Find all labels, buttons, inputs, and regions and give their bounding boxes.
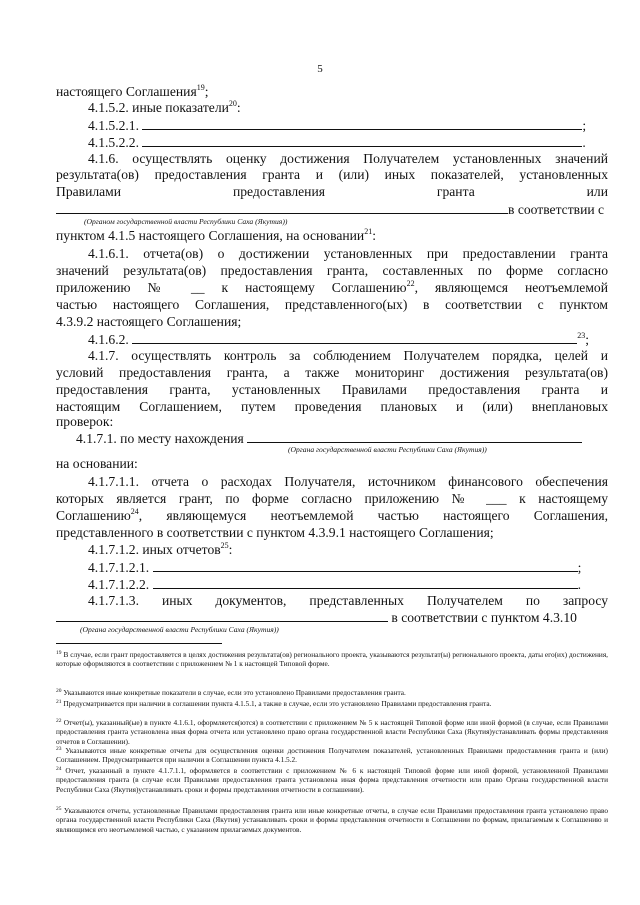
footnote-21: $^{21}$ Предусматривается при наличии в соглашении пункта 4.1.5.1, а также в случае, если это установлено Правилами предоставления гранта. bbox=[56, 699, 492, 708]
text-line-2: 4.1.5.2. иные показатели$^{20}$: bbox=[88, 99, 241, 115]
blank-line bbox=[56, 201, 508, 214]
text-line-19: настоящим Соглашением, путем проведения плановых и (или) внеплановых bbox=[56, 399, 608, 414]
text-line-14: 4.3.9.2 настоящего Соглашения; bbox=[56, 314, 242, 329]
text-line-7: Правилами предоставления гранта или bbox=[56, 184, 608, 199]
blank-line bbox=[153, 559, 578, 572]
footnote-ref-22: 22 bbox=[406, 279, 415, 288]
caption-authority: (Органом государственной власти Республики Саха (Якутия)) bbox=[84, 217, 288, 226]
blank-line bbox=[132, 331, 577, 344]
footnote-23: $^{23}$ Указываются иные конкретные отчеты для осуществления оценки достижения Получателем показателей, установленных Правилами предоставления гранта и (или) Соглашением. Предусматривается при наличии в Соглашении пункта 4.1.5.2. bbox=[56, 746, 608, 765]
text-line-1: настоящего Соглашения$^{19}$; bbox=[56, 83, 209, 99]
caption-authority: (Органа государственной власти Республики Саха (Якутия)) bbox=[80, 625, 279, 634]
footnote-ref-25: 25 bbox=[220, 541, 229, 550]
text-line-24: которых является грант, по форме согласно приложению № ___ к настоящему bbox=[56, 491, 608, 506]
text-line-31: в соответствии с пунктом 4.3.10 bbox=[56, 609, 608, 626]
footnote-24: $^{24}$ Отчет, указанный в пункте 4.1.7.1.1, оформляется в соответствии с приложением № 6 к настоящей Типовой форме или иной формой, установленной Правилами предоставления гранта (в случае если Правилами предоставления гранта установлена иная форма представления отчетности или право Органа государственной власти Республики Саха (Якутия)устанавливать сроки и формы представления отчетности в соглашении). bbox=[56, 766, 608, 794]
text-line-8: в соответствии с bbox=[56, 201, 608, 218]
text-line-12: приложению № __ к настоящему Соглашению$^{22}$, являющемся неотъемлемой bbox=[56, 279, 608, 295]
text-line-5: 4.1.6. осуществлять оценку достижения Получателем установленных значений bbox=[88, 151, 608, 166]
footnote-ref-19: 19 bbox=[196, 83, 205, 92]
blank-line bbox=[247, 430, 582, 443]
footnote-25: $^{25}$ Указываются отчеты, установленные Правилами предоставления гранта или иные конкретные отчеты, в случае если Правилами предоставления гранта установлено право органа государственной власти Республики Саха (Якутия) устанавливать сроки и формы представления отчетности в Соглашении по формам, прилагаемым к Соглашению и являющимся его неотъемлемой частью, с указанием прилагаемых документов. bbox=[56, 806, 608, 834]
text-line-26: представленного в соответствии с пунктом 4.3.9.1 настоящего Соглашения; bbox=[56, 525, 494, 540]
text-line-28: 4.1.7.1.2.1. ; bbox=[88, 560, 582, 575]
text-line-23: 4.1.7.1.1. отчета о расходах Получателя, источником финансового обеспечения bbox=[88, 474, 608, 489]
blank-line bbox=[142, 117, 582, 130]
blank-line bbox=[153, 576, 578, 589]
footnote-ref-23: 23 bbox=[577, 331, 586, 340]
text-line-21: 4.1.7.1. по месту нахождения bbox=[76, 430, 628, 447]
text-line-16: 4.1.7. осуществлять контроль за соблюдением Получателем порядка, целей и bbox=[88, 348, 608, 363]
footnote-ref-24: 24 bbox=[130, 507, 139, 516]
text-line-27: 4.1.7.1.2. иных отчетов$^{25}$: bbox=[88, 541, 233, 557]
text-line-10: 4.1.6.1. отчета(ов) о достижении установленных при предоставлении гранта bbox=[88, 246, 608, 261]
blank-line bbox=[142, 134, 582, 147]
text-line-29: 4.1.7.1.2.2. . bbox=[88, 577, 581, 592]
text-line-13: частью настоящего Соглашения, представленного(ых) в соответствии с пунктом bbox=[56, 297, 608, 312]
text-line-15: 4.1.6.2. $^{23}$; bbox=[88, 331, 589, 347]
caption-authority: (Органа государственной власти Республики Саха (Якутия)) bbox=[288, 445, 487, 454]
footnote-ref-21: 21 bbox=[364, 227, 373, 236]
page-number: 5 bbox=[317, 63, 323, 75]
footnote-20: $^{20}$ Указываются иные конкретные показатели в случае, если это установлено Правилами предоставления гранта. bbox=[56, 688, 406, 697]
text-line-3: 4.1.5.2.1. ; bbox=[88, 118, 587, 133]
text-line-6: результата(ов) предоставления гранта и (или) иных показателей, установленных bbox=[56, 167, 608, 182]
text-line-18: предоставления гранта, установленных Правилами предоставления гранта и bbox=[56, 382, 608, 397]
text-line-9: пунктом 4.1.5 настоящего Соглашения, на основании$^{21}$: bbox=[56, 227, 376, 243]
text-line-17: условий предоставления гранта, а также мониторинг достижения результата(ов) bbox=[56, 365, 608, 380]
footnote-19: $^{19}$ В случае, если грант предоставляется в целях достижения результата(ов) регионального проекта, указываются результат(ы) регионального проекта, даты его(их) достижения, которые оформляются в соответствии с приложением № 1 к настоящей Типовой форме. bbox=[56, 650, 608, 669]
footnote-ref-20: 20 bbox=[228, 99, 237, 108]
text-line-20: проверок: bbox=[56, 414, 114, 429]
footnote-22: $^{22}$ Отчет(ы), указанный(ые) в пункте 4.1.6.1, оформляется(ются) в соответствии с приложением № 5 к настоящей Типовой форме или иной формой (в случае, если Правилами предоставления гранта установлена иная форма отчета или установлено право органа государственной власти Республики Саха (Якутия)устанавливать формы представления отчетов в Соглашении). bbox=[56, 718, 608, 746]
text-line-25: Соглашению$^{24}$, являющемуся неотъемлемой частью настоящего Соглашения, bbox=[56, 507, 608, 523]
text-line-11: значений результата(ов) предоставления гранта, составленных по форме согласно bbox=[56, 263, 608, 278]
text-line-30: 4.1.7.1.3. иных документов, представленных Получателем по запросу bbox=[88, 593, 608, 608]
text-line-4: 4.1.5.2.2. . bbox=[88, 135, 586, 150]
footnote-separator bbox=[56, 643, 222, 644]
blank-line bbox=[56, 609, 388, 622]
text-line-22: на основании: bbox=[56, 456, 138, 471]
